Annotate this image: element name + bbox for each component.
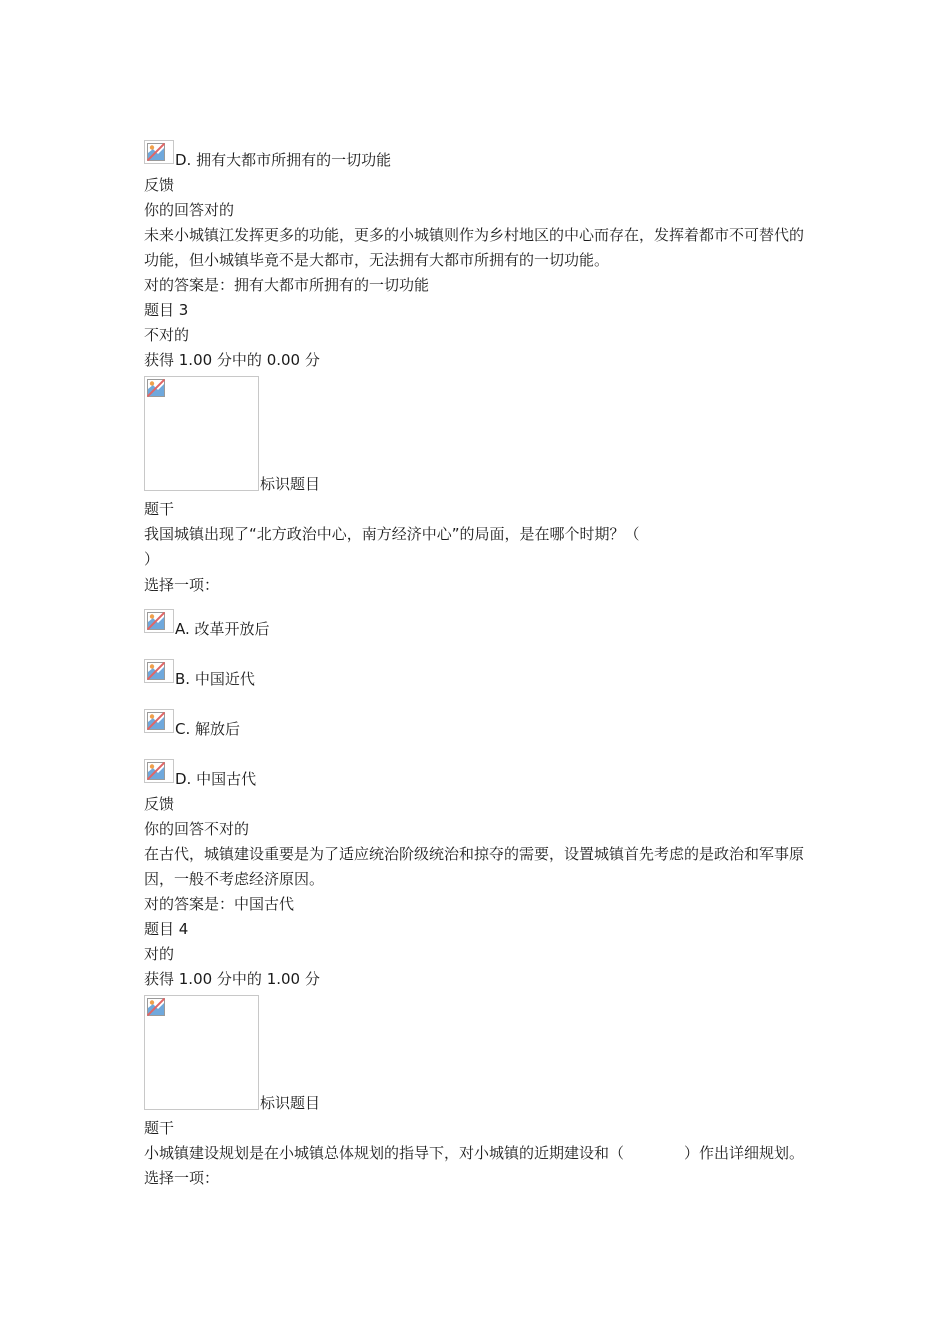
stem-heading: 题干 [144,500,175,518]
flag-question[interactable] [144,995,814,1110]
broken-image-icon [144,659,174,683]
correct-answer: 对的答案是：拥有大都市所拥有的一切功能 [144,276,430,294]
feedback-explanation: 未来小城镇江发挥更多的功能，更多的小城镇则作为乡村地区的中心而存在，发挥着都市不可替代的功能，但小城镇毕竟不是大都市，无法拥有大都市所拥有的一切功能。 [144,226,805,269]
choose-one: 选择一项： [144,576,220,594]
broken-image-icon [144,759,174,783]
flag-question-label: 标识题目 [260,1094,321,1112]
question-number: 题目 4 [144,920,189,938]
feedback-heading: 反馈 [144,795,175,813]
question-score: 获得 1.00 分中的 1.00 分 [144,970,320,988]
option-b[interactable] [144,651,814,688]
option-c-label: C. 解放后 [175,720,241,738]
question-status: 不对的 [144,326,190,344]
feedback-heading: 反馈 [144,176,175,194]
option-b-label: B. 中国近代 [175,670,255,688]
option-a-label: A. 改革开放后 [175,620,270,638]
flag-question[interactable] [144,376,814,491]
feedback-explanation: 在古代，城镇建设重要是为了适应统治阶级统治和掠夺的需要，设置城镇首先考虑的是政治和军事原因，一般不考虑经济原因。 [144,845,805,888]
flag-image [144,995,259,1110]
question-score: 获得 1.00 分中的 0.00 分 [144,351,320,369]
choose-one: 选择一项： [144,1169,220,1187]
broken-image-icon [144,140,174,164]
option-d-row[interactable] [144,132,814,169]
option-a[interactable] [144,601,814,638]
question-stem-line2: ） [144,550,160,568]
broken-image-icon [147,379,165,397]
broken-image-icon [144,709,174,733]
answer-result: 你的回答不对的 [144,820,250,838]
broken-image-icon [147,998,165,1016]
correct-answer: 对的答案是：中国古代 [144,895,295,913]
question-number: 题目 3 [144,301,189,319]
option-d-label: D. 拥有大都市所拥有的一切功能 [175,151,392,169]
stem-heading: 题干 [144,1119,175,1137]
flag-question-label: 标识题目 [260,475,321,493]
flag-image [144,376,259,491]
question-status: 对的 [144,945,175,963]
question-stem-line1: 我国城镇出现了“北方政治中心，南方经济中心”的局面，是在哪个时期？（ [144,525,640,543]
option-d-label: D. 中国古代 [175,770,257,788]
answer-result: 你的回答对的 [144,201,235,219]
option-c[interactable] [144,701,814,738]
question-stem: 小城镇建设规划是在小城镇总体规划的指导下，对小城镇的近期建设和（ ）作出详细规划。 [144,1144,805,1162]
option-d[interactable] [144,751,814,788]
quiz-review [144,132,814,1191]
broken-image-icon [144,609,174,633]
